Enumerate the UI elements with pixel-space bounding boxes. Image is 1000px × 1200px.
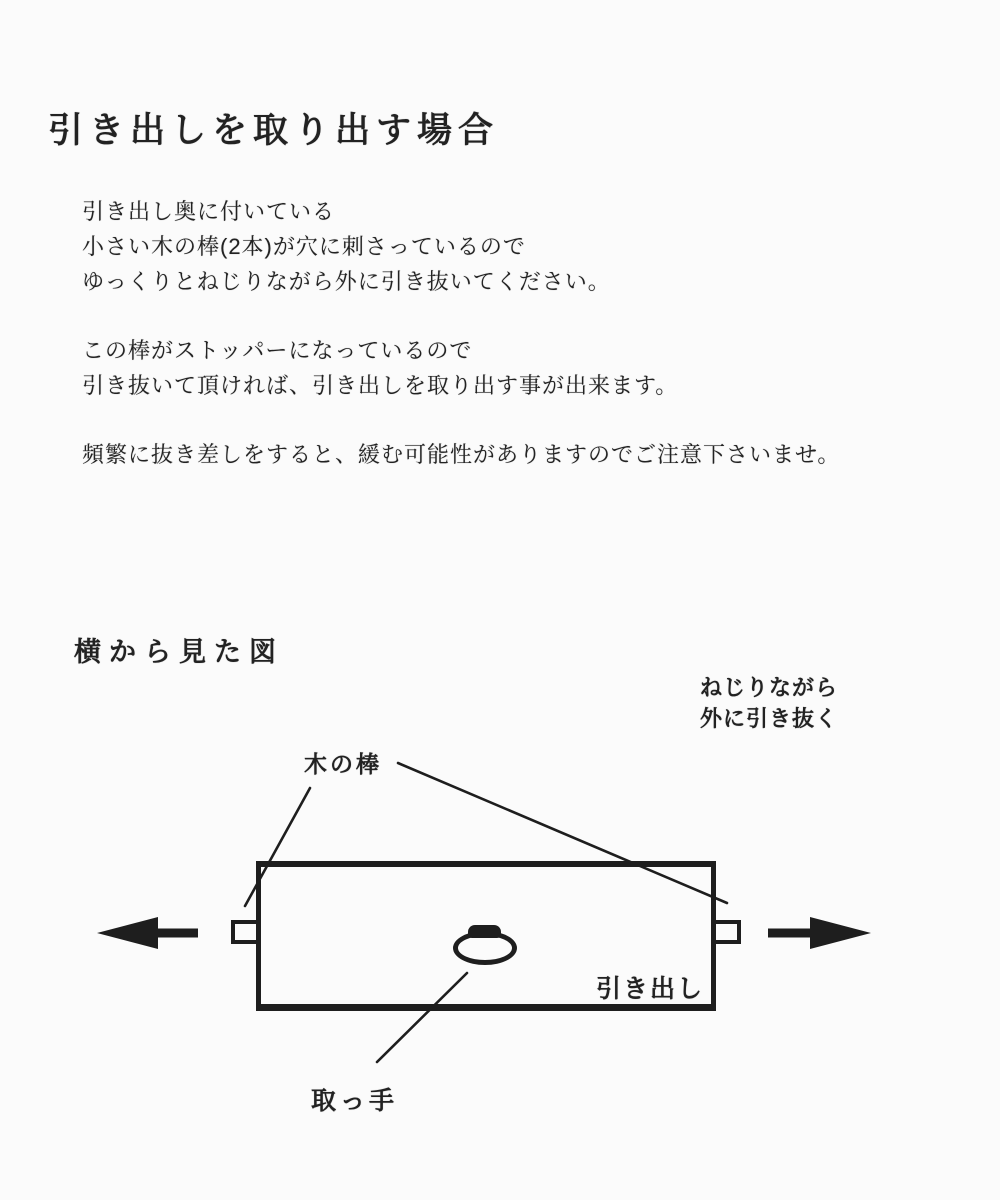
drawer-label: 引き出し [596,975,705,1003]
figure-heading: 横から見た図 [74,637,284,667]
wood-stick-peg-left [231,920,256,944]
text-line: 引き抜いて頂ければ、引き出しを取り出す事が出来ます。 [82,373,679,398]
text-line: 引き出し奥に付いている [82,199,336,224]
paragraph-caution [82,437,840,472]
text-line: この棒がストッパーになっているので [82,338,473,363]
handle-label: 取っ手 [311,1087,399,1115]
twist-pull-label [700,672,838,734]
drawer-handle-ring [453,931,517,965]
text-line: 小さい木の棒(2本)が穴に刺さっているので [82,234,526,259]
pull-left-arrow [97,917,198,949]
page-title: 引き出しを取り出す場合 [48,111,500,151]
pull-right-arrow [768,917,871,949]
text-line: 頻繁に抜き差しをすると、緩む可能性がありますのでご注意下さいませ。 [82,442,841,467]
twist-pull-label-line2: 外に引き抜く [700,706,839,731]
text-line: ゆっくりとねじりながら外に引き抜いてください。 [82,269,611,294]
instruction-text [82,194,840,506]
twist-pull-label-line1: ねじりながら [700,675,839,700]
paragraph-stopper [82,333,840,403]
wood-stick-label: 木の棒 [304,751,382,777]
wood-stick-peg-right [716,920,741,944]
paragraph-remove-stick [82,194,840,299]
